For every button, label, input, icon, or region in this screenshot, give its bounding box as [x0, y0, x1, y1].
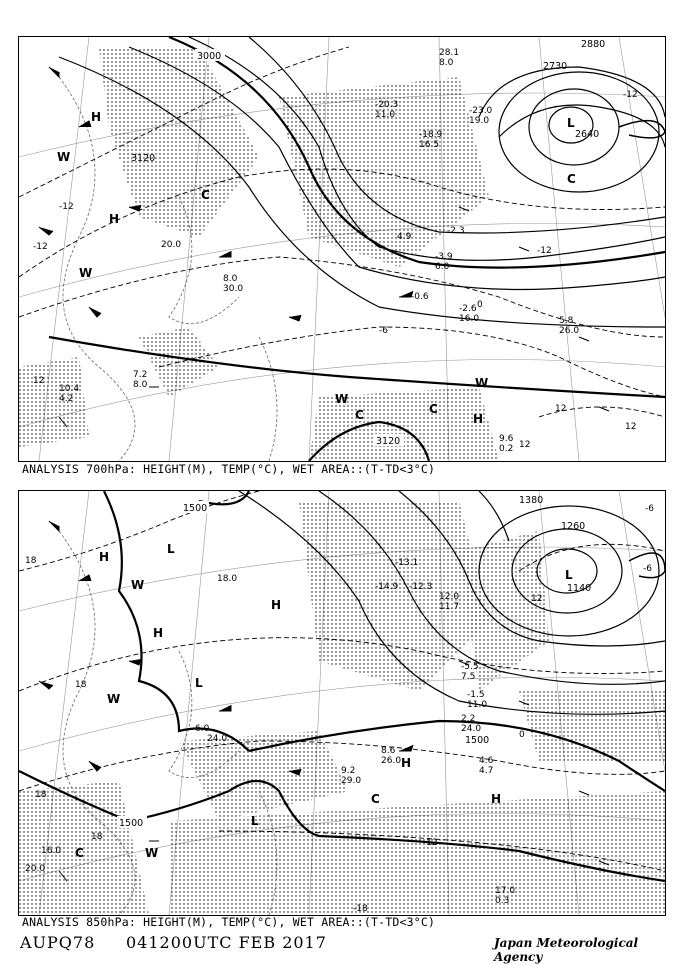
station-value: 8.0	[439, 58, 454, 68]
station-value: 7.2	[133, 370, 148, 380]
station-value: 8.6	[381, 746, 396, 756]
station-value: -0.6	[411, 292, 429, 302]
station-value: 0.2	[499, 444, 514, 454]
warm-center: W	[335, 392, 349, 406]
station-value: 20.0	[161, 240, 182, 250]
low-center: L	[167, 542, 175, 556]
height-label: 2730	[543, 61, 568, 72]
station-value: 16.0	[41, 846, 62, 856]
temp-label: 0	[519, 730, 525, 740]
temp-label: -12	[59, 202, 74, 212]
station-value: 11.0	[467, 700, 488, 710]
map-700hpa	[19, 37, 665, 461]
station-value: 24.0	[461, 724, 482, 734]
station-value: -5.5	[461, 662, 479, 672]
station-value: -2.6	[459, 304, 477, 314]
high-center: H	[153, 626, 164, 640]
high-center: H	[473, 412, 484, 426]
height-label: 2640	[575, 129, 600, 140]
station-value: 8.0	[223, 274, 238, 284]
station-value: 16.0	[459, 314, 480, 324]
product-code: AUPQ78	[20, 933, 96, 952]
station-value: -18.9	[419, 130, 443, 140]
station-value: -14.9	[375, 582, 399, 592]
height-label: 1500	[119, 818, 144, 829]
warm-center: W	[79, 266, 93, 280]
warm-center: W	[107, 692, 121, 706]
cold-center: C	[371, 792, 380, 806]
temp-label: -12	[537, 246, 552, 256]
temp-label: -12	[623, 90, 638, 100]
height-label: 1140	[567, 583, 592, 594]
temp-label: 18	[35, 790, 47, 800]
station-value: 11.7	[439, 602, 460, 612]
temp-label: -12	[33, 242, 48, 252]
station-value: 6.0	[435, 262, 450, 272]
station-value: 7.5	[461, 672, 476, 682]
station-value: 6.0	[195, 724, 210, 734]
cold-center: C	[355, 408, 364, 422]
warm-center: W	[57, 150, 71, 164]
station-value: 18.0	[217, 574, 238, 584]
station-value: 29.0	[341, 776, 362, 786]
station-value: -12.3	[409, 582, 433, 592]
cold-center: C	[201, 188, 210, 202]
station-value: 20.0	[25, 864, 46, 874]
high-center: H	[109, 212, 120, 226]
temp-label: 12	[625, 422, 637, 432]
temp-label: 18	[75, 680, 87, 690]
map-panel-700hpa	[18, 36, 666, 462]
height-label: 2880	[581, 39, 606, 50]
cold-center: C	[567, 172, 576, 186]
station-value: 30.0	[223, 284, 244, 294]
temp-label: 0	[477, 300, 483, 310]
map-850hpa	[19, 491, 665, 915]
height-label: 1380	[519, 495, 544, 506]
station-value: 24.0	[207, 734, 228, 744]
cold-center: C	[75, 846, 84, 860]
station-value: 16.5	[419, 140, 440, 150]
station-value: 5.8	[559, 316, 574, 326]
station-value: -20.3	[375, 100, 399, 110]
station-value: 12.0	[439, 592, 460, 602]
valid-time: 041200UTC FEB 2017	[126, 933, 327, 952]
station-value: 4.2	[59, 394, 74, 404]
high-center: H	[401, 756, 412, 770]
high-center: H	[99, 550, 110, 564]
station-value: -2.3	[447, 226, 465, 236]
station-value: 28.1	[439, 48, 460, 58]
height-label: 1500	[183, 503, 208, 514]
temp-label: -6	[643, 564, 652, 574]
temp-label: 12	[531, 594, 543, 604]
agency-credit: Japan Meteorological Agency	[494, 936, 639, 964]
warm-center: W	[475, 376, 489, 390]
temp-label: -6	[379, 326, 388, 336]
temp-label: -12	[423, 838, 438, 848]
station-value: -13.1	[395, 558, 419, 568]
temp-label: 12	[33, 376, 45, 386]
map-panel-850hpa	[18, 490, 666, 916]
height-label: 3120	[376, 436, 401, 447]
low-center: L	[251, 814, 259, 828]
station-value: 11.0	[375, 110, 396, 120]
high-center: H	[271, 598, 282, 612]
low-center: L	[565, 568, 573, 582]
caption-850hpa: ANALYSIS 850hPa: HEIGHT(M), TEMP(°C), WET AREA::(T-TD<3°C)	[22, 915, 436, 929]
wet-area	[19, 501, 665, 915]
station-value: 10.4	[59, 384, 80, 394]
station-value: -3.9	[435, 252, 453, 262]
height-label: 1500	[465, 735, 490, 746]
high-center: H	[91, 110, 102, 124]
high-center: H	[491, 792, 502, 806]
cold-center: C	[429, 402, 438, 416]
station-value: 26.0	[381, 756, 402, 766]
low-center: L	[567, 116, 575, 130]
height-label: 3000	[197, 51, 222, 62]
station-value: 9.2	[341, 766, 356, 776]
temp-label: -18	[353, 904, 368, 914]
station-value: 26.0	[559, 326, 580, 336]
station-value: -23.0	[469, 106, 493, 116]
station-value: 4.7	[479, 766, 494, 776]
station-value: 2.2	[461, 714, 476, 724]
temp-label: -6	[645, 504, 654, 514]
warm-center: W	[145, 846, 159, 860]
warm-center: W	[131, 578, 145, 592]
temp-label: 12	[519, 440, 531, 450]
height-label: 1260	[561, 521, 586, 532]
height-label: 3120	[131, 153, 156, 164]
station-value: 17.0	[495, 886, 516, 896]
station-value: 8.0	[133, 380, 148, 390]
station-value: 4.6	[479, 756, 494, 766]
temp-label: 18	[25, 556, 37, 566]
low-center: L	[195, 676, 203, 690]
station-value: 0.3	[495, 896, 510, 906]
temp-label: 18	[91, 832, 103, 842]
temp-label: 12	[555, 404, 567, 414]
station-value: 19.0	[469, 116, 490, 126]
station-value: 4.9	[397, 232, 412, 242]
station-value: 9.6	[499, 434, 514, 444]
station-value: -1.5	[467, 690, 485, 700]
caption-700hpa: ANALYSIS 700hPa: HEIGHT(M), TEMP(°C), WET AREA::(T-TD<3°C)	[22, 462, 436, 476]
